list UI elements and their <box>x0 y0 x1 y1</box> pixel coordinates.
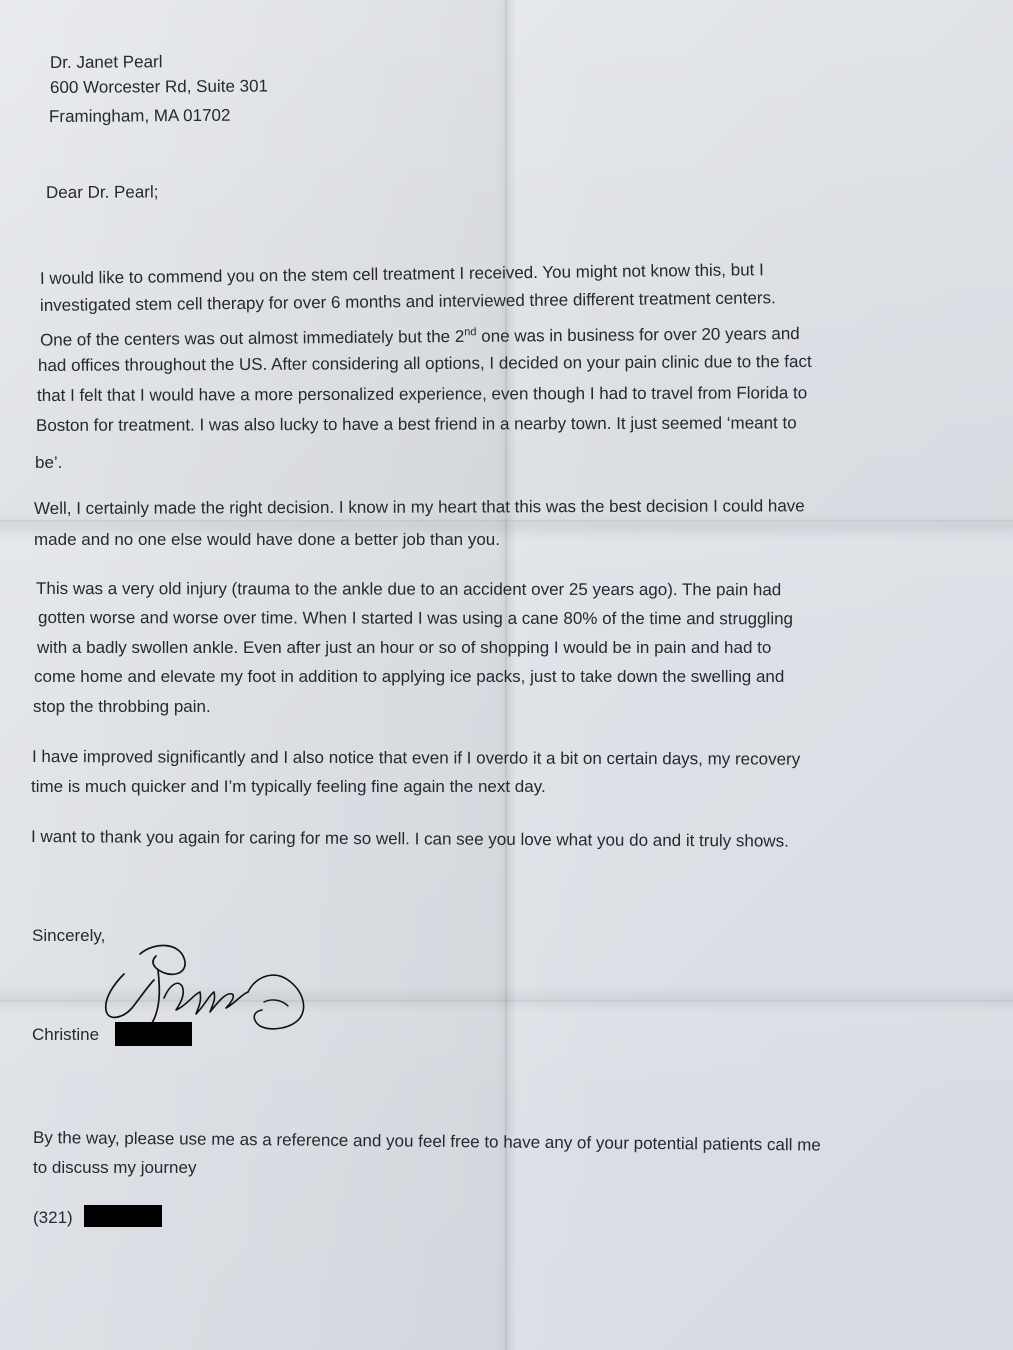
paragraph-3-line-2: gotten worse and worse over time. When I started I was using a cane 80% of the time and struggling <box>37 608 794 629</box>
paragraph-1-line-1: I would like to commend you on the stem cell treatment I received. You might not know this, but I <box>39 260 764 288</box>
paragraph-1-line-4: had offices throughout the US. After considering all options, I decided on your pain clinic due to the fact <box>37 351 812 375</box>
paragraph-3-line-4: come home and elevate my foot in addition to applying ice packs, just to take down the swelling and <box>34 667 785 686</box>
paragraph-3-line-3: with a badly swollen ankle. Even after just an hour or so of shopping I would be in pain and had to <box>37 638 772 657</box>
paragraph-1-line-3-end: one was in business for over 20 years and <box>476 324 800 346</box>
paragraph-4-line-1: I have improved significantly and I also notice that even if I overdo it a bit on certain days, my recovery <box>31 747 801 769</box>
signer-first-name: Christine <box>32 1025 100 1044</box>
salutation: Dear Dr. Pearl; <box>45 182 159 202</box>
recipient-address-line-1: 600 Worcester Rd, Suite 301 <box>49 76 269 97</box>
paper-crease-horizontal-1 <box>0 520 1013 522</box>
closing: Sincerely, <box>32 926 106 945</box>
paragraph-5-line-1: I want to thank you again for caring for me so well. I can see you love what you do and it truly shows. <box>30 827 789 851</box>
paragraph-2-line-1: Well, I certainly made the right decision. I know in my heart that this was the best decision I could have <box>33 496 805 518</box>
redaction-bar-icon <box>115 1022 192 1046</box>
paragraph-1-line-7: be’. <box>35 453 63 472</box>
phone-prefix: (321) <box>33 1208 73 1227</box>
paragraph-1-line-3 <box>40 318 800 351</box>
ordinal-superscript: nd <box>464 326 477 339</box>
recipient-name: Dr. Janet Pearl <box>49 52 163 72</box>
paragraph-1-line-6: Boston for treatment. I was also lucky to have a best friend in a nearby town. It just seemed ‘meant to <box>35 413 797 435</box>
recipient-address-line-2: Framingham, MA 01702 <box>48 105 231 126</box>
paragraph-3-line-1: This was a very old injury (trauma to the ankle due to an accident over 25 years ago). The pain had <box>35 579 782 600</box>
redaction-bar-icon <box>84 1205 162 1227</box>
paragraph-4-line-2: time is much quicker and I’m typically feeling fine again the next day. <box>31 777 546 796</box>
postscript-line-2: to discuss my journey <box>33 1158 197 1177</box>
paragraph-1-line-2: investigated stem cell therapy for over 6 months and interviewed three different treatment centers. <box>39 288 776 315</box>
paragraph-1-line-3-start: One of the centers was out almost immediately but the 2 <box>39 326 465 350</box>
paragraph-1-line-5: that I felt that I would have a more personalized experience, even though I had to travel from Florida to <box>36 383 808 405</box>
signature-icon <box>96 940 336 1035</box>
paragraph-3-line-5: stop the throbbing pain. <box>33 697 211 716</box>
postscript-line-1: By the way, please use me as a reference and you feel free to have any of your potential patients call me <box>32 1128 821 1155</box>
paragraph-2-line-2: made and no one else would have done a better job than you. <box>34 530 500 549</box>
